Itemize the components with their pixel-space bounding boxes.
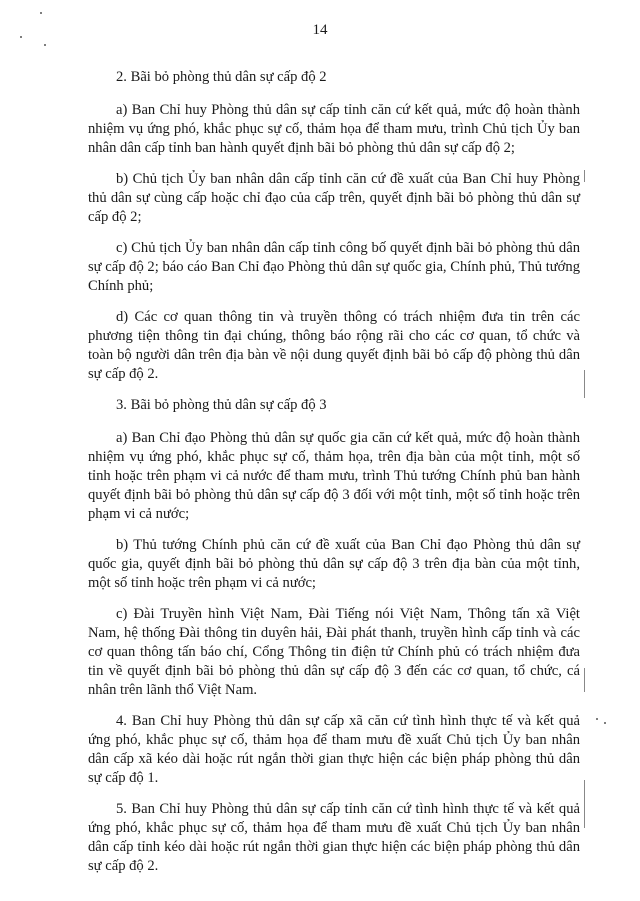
scan-speck — [44, 44, 46, 46]
paragraph: 5. Ban Chỉ huy Phòng thủ dân sự cấp tỉnh căn cứ tình hình thực tế và kết quả ứng phó, khắc phục sự cố, thảm họa để tham mưu đề xuất Chủ tịch Ủy ban nhân dân cấp tỉnh kéo dài hoặc rút ngắn thời gian thực hiện các biện pháp phòng thủ dân sự cấp độ 2. — [88, 801, 580, 874]
paragraph: b) Thủ tướng Chính phủ căn cứ đề xuất của Ban Chỉ đạo Phòng thủ dân sự quốc gia, quyết định bãi bỏ phòng thủ dân sự cấp độ 3 trên địa bàn của một tỉnh, một số tỉnh hoặc trên phạm vi cả nước; — [88, 537, 580, 591]
margin-line — [584, 370, 585, 398]
margin-line — [584, 170, 585, 182]
section-2 — [88, 68, 580, 384]
scan-speck — [604, 722, 606, 724]
scan-speck — [40, 12, 42, 14]
page-number: 14 — [312, 22, 328, 38]
margin-line — [584, 668, 585, 692]
paragraph: c) Chủ tịch Ủy ban nhân dân cấp tỉnh công bố quyết định bãi bỏ phòng thủ dân sự cấp độ 2; báo cáo Ban Chỉ đạo Phòng thủ dân sự quốc gia, Chính phủ, Thủ tướng Chính phủ; — [88, 240, 580, 294]
paragraph: a) Ban Chỉ huy Phòng thủ dân sự cấp tỉnh căn cứ kết quả, mức độ hoàn thành nhiệm vụ ứng phó, khắc phục sự cố, thảm họa để tham mưu, trình Chủ tịch Ủy ban nhân dân cấp tỉnh ban hành quyết định bãi bỏ phòng thủ dân sự cấp độ 2; — [88, 102, 580, 156]
sections-4-5 — [88, 712, 580, 876]
section-heading: 2. Bãi bỏ phòng thủ dân sự cấp độ 2 — [116, 69, 327, 85]
section-3 — [88, 396, 580, 700]
paragraph: c) Đài Truyền hình Việt Nam, Đài Tiếng nói Việt Nam, Thông tấn xã Việt Nam, hệ thống Đài thông tin duyên hải, Đài phát thanh, truyền hình cấp tỉnh và các cơ quan thông tấn báo chí, Cổng Thông tin điện tử Chính phủ có trách nhiệm đưa tin về quyết định bãi bỏ phòng thủ dân sự cấp độ 3 đến các cơ quan, tổ chức, cá nhân trên lãnh thổ Việt Nam. — [88, 606, 580, 698]
paragraph: b) Chủ tịch Ủy ban nhân dân cấp tỉnh căn cứ đề xuất của Ban Chỉ huy Phòng thủ dân sự cùng cấp hoặc chỉ đạo của cấp trên, quyết định bãi bỏ phòng thủ dân sự cấp độ 2; — [88, 171, 580, 225]
paragraph: a) Ban Chỉ đạo Phòng thủ dân sự quốc gia căn cứ kết quả, mức độ hoàn thành nhiệm vụ ứng phó, khắc phục sự cố, thảm họa, trên địa bàn của một tỉnh, một số tỉnh hoặc trên phạm vi cả nước để tham mưu, trình Thủ tướng Chính phủ ban hành quyết định bãi bỏ phòng thủ dân sự cấp độ 3 đối với một tỉnh, một số tỉnh hoặc trên phạm vi cả nước; — [88, 430, 580, 522]
section-heading: 3. Bãi bỏ phòng thủ dân sự cấp độ 3 — [116, 397, 327, 413]
document-body — [88, 68, 580, 888]
paragraph: 4. Ban Chỉ huy Phòng thủ dân sự cấp xã căn cứ tình hình thực tế và kết quả ứng phó, khắc phục sự cố, thảm họa để tham mưu đề xuất Chủ tịch Ủy ban nhân dân cấp xã kéo dài hoặc rút ngắn thời gian thực hiện các biện pháp phòng thủ dân sự cấp độ 1. — [88, 713, 580, 786]
scan-speck — [20, 36, 22, 38]
margin-line — [584, 780, 585, 828]
paragraph: d) Các cơ quan thông tin và truyền thông có trách nhiệm đưa tin trên các phương tiện thông tin đại chúng, thông báo rộng rãi cho các cơ quan, tổ chức và toàn bộ người dân trên địa bàn về nội dung quyết định bãi bỏ cấp độ phòng thủ dân sự cấp độ 2. — [88, 309, 580, 382]
scan-speck — [596, 718, 598, 720]
